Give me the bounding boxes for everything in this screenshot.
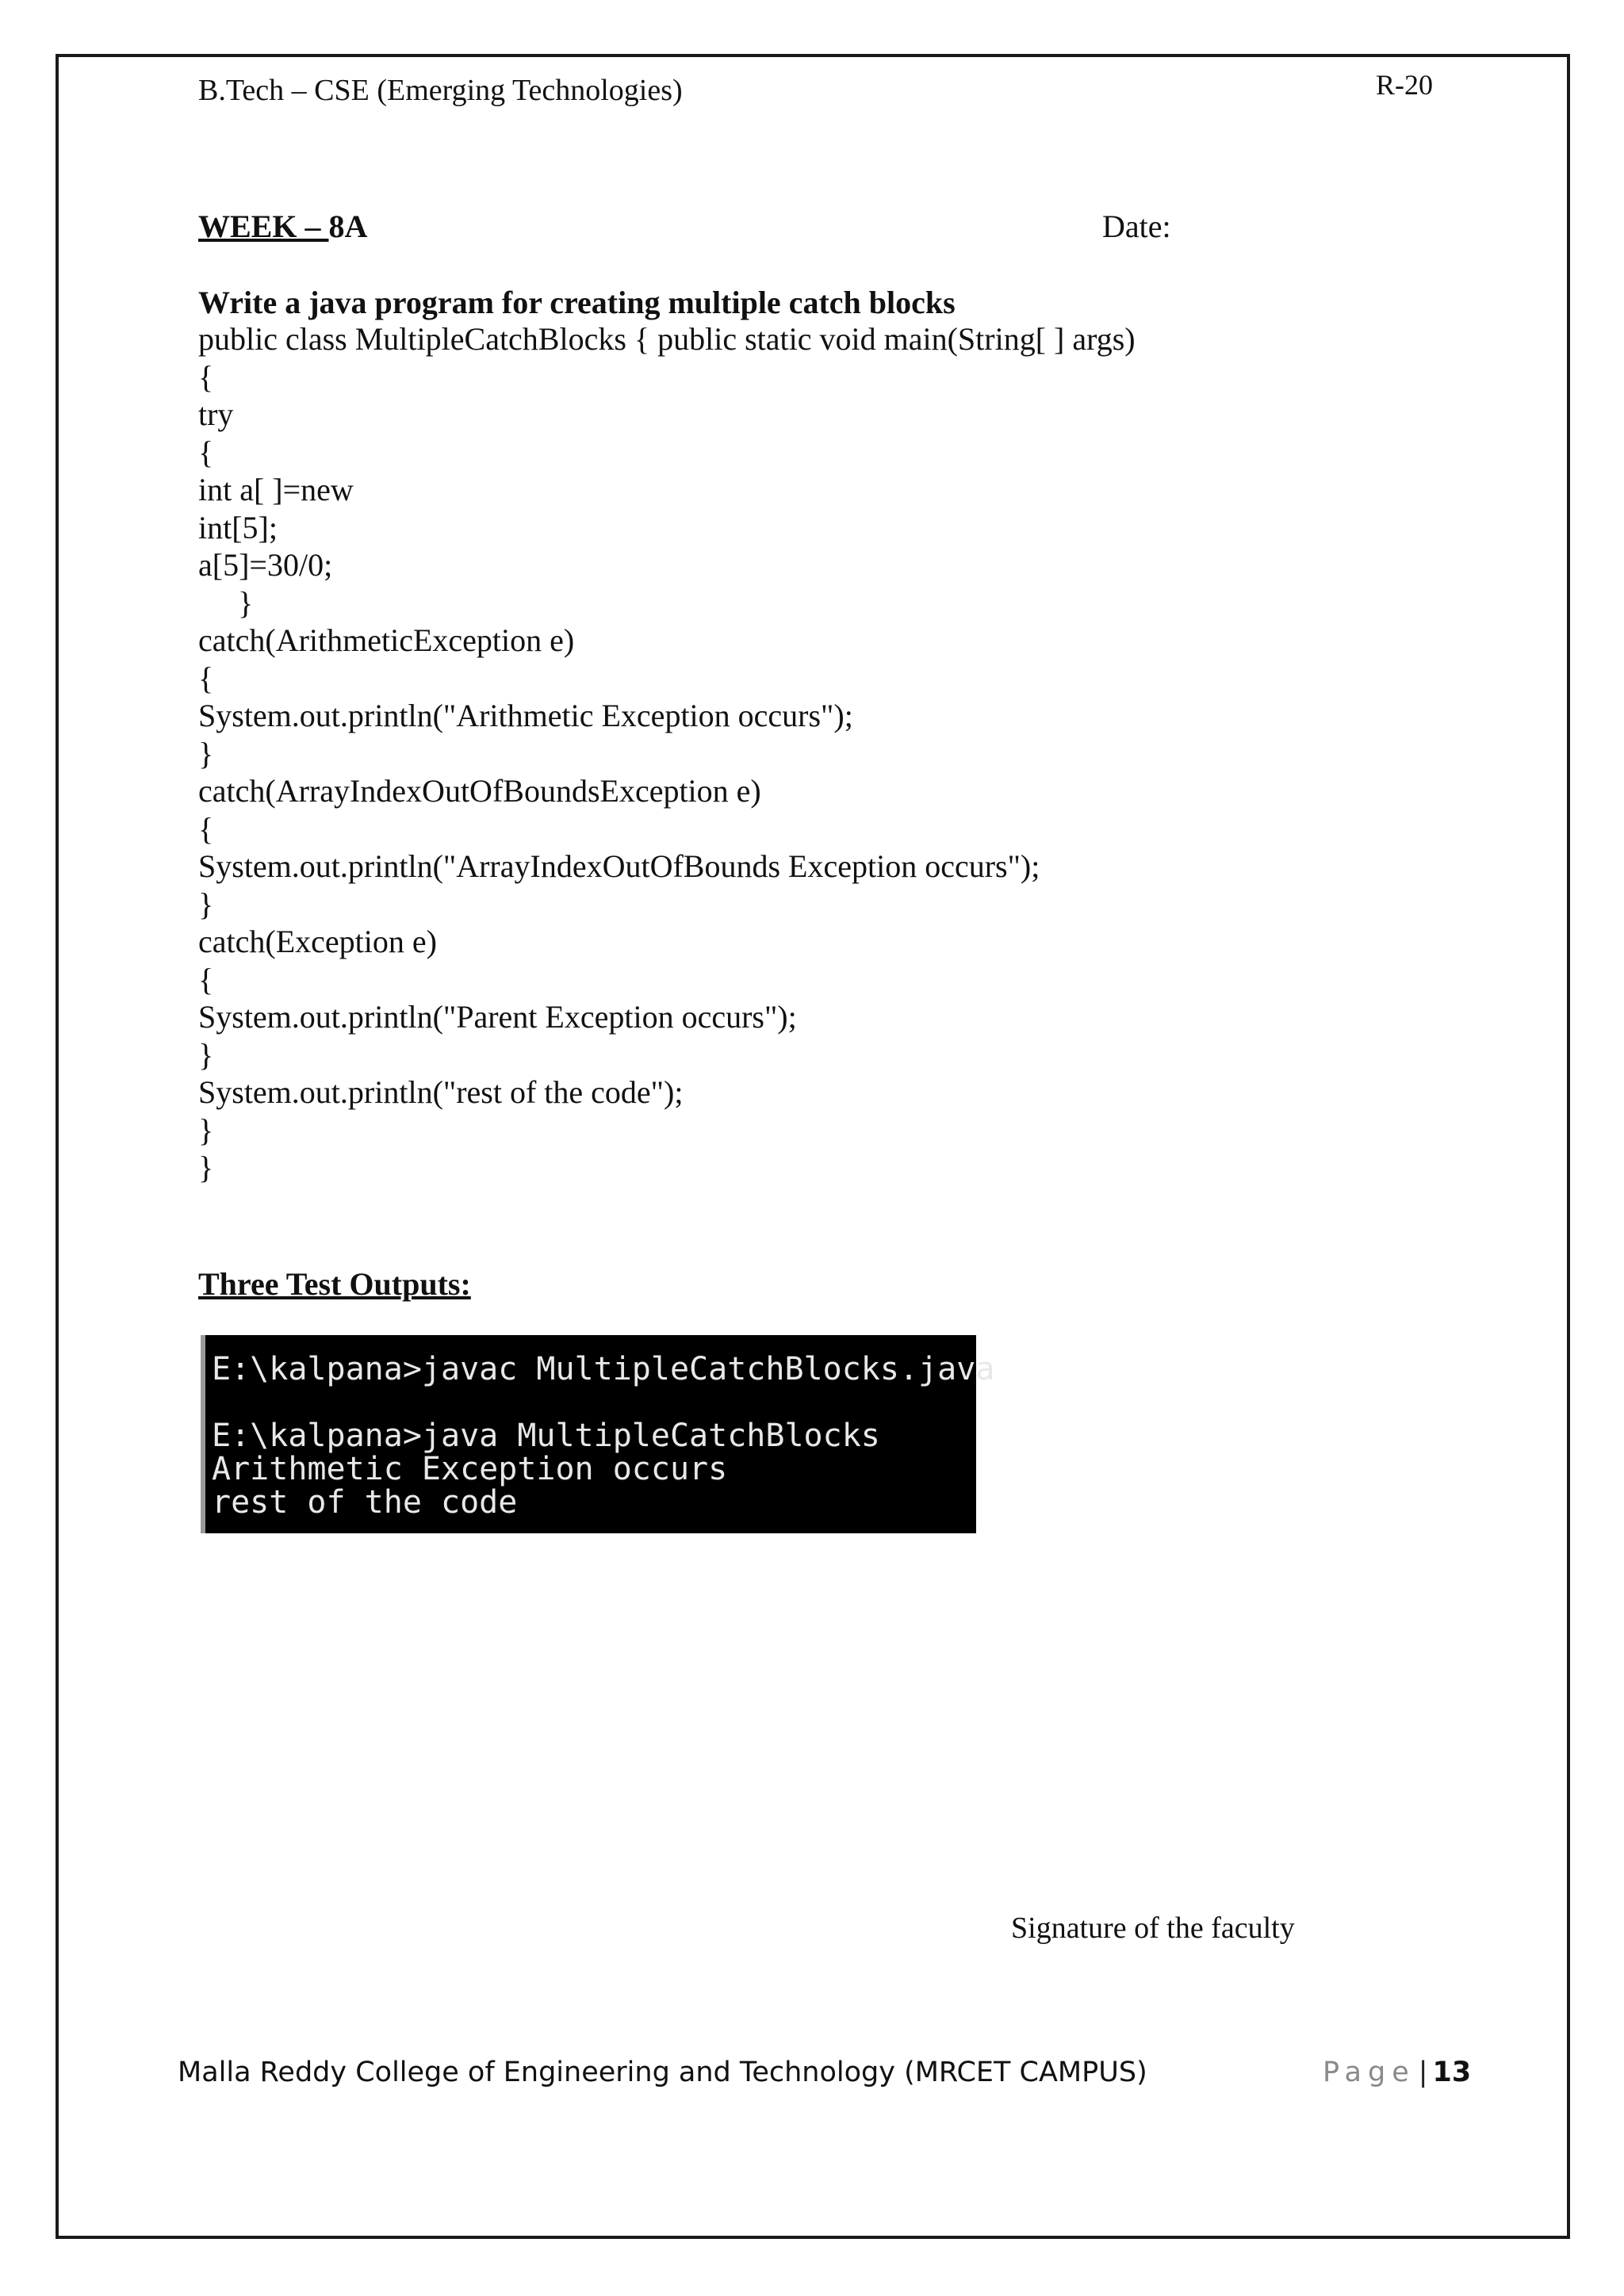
code-line: catch(ArithmeticException e) [198, 622, 575, 658]
code-line: try [198, 396, 234, 432]
code-line: System.out.println("rest of the code"); [198, 1074, 684, 1110]
code-line: public class MultipleCatchBlocks { public static void main(String[ ] args) [198, 321, 1136, 357]
date-label: Date: [1102, 209, 1171, 244]
footer-page-word: Page [1323, 2057, 1415, 2088]
code-line: System.out.println("Arithmetic Exception occurs"); [198, 698, 853, 733]
terminal-line: rest of the code [212, 1484, 518, 1521]
week-label: WEEK – [198, 209, 329, 244]
header-regulation: R-20 [1376, 69, 1433, 101]
code-line: } [198, 1036, 214, 1073]
code-line: { [198, 660, 214, 696]
faculty-signature-label: Signature of the faculty [1011, 1911, 1295, 1945]
footer-page-indicator [1323, 2057, 1471, 2088]
code-line: } [198, 1150, 214, 1185]
footer-separator: | [1418, 2057, 1428, 2088]
code-line: { [198, 810, 214, 847]
code-line: } [198, 584, 254, 621]
outputs-heading: Three Test Outputs: [198, 1266, 471, 1302]
terminal-line: E:\kalpana>javac MultipleCatchBlocks.java [212, 1351, 995, 1387]
code-line: { [198, 358, 214, 395]
week-number: 8A [328, 209, 368, 244]
code-listing [198, 320, 1136, 1187]
week-heading [198, 208, 367, 245]
code-line: { [198, 961, 214, 997]
footer-institution: Malla Reddy College of Engineering and Technology (MRCET CAMPUS) [178, 2057, 1147, 2088]
code-line: } [198, 886, 214, 922]
code-line: int[5]; [198, 509, 278, 545]
program-title: Write a java program for creating multiple catch blocks [198, 285, 956, 320]
code-line: catch(ArrayIndexOutOfBoundsException e) [198, 773, 761, 809]
terminal-line: Arithmetic Exception occurs [212, 1451, 728, 1487]
code-line: a[5]=30/0; [198, 547, 333, 583]
header-course: B.Tech – CSE (Emerging Technologies) [198, 74, 683, 107]
code-line: } [198, 1112, 214, 1148]
code-line: System.out.println("Parent Exception occurs"); [198, 999, 797, 1035]
code-line: catch(Exception e) [198, 924, 437, 959]
code-line: System.out.println("ArrayIndexOutOfBounds Exception occurs"); [198, 848, 1040, 884]
footer-page-number: 13 [1432, 2057, 1472, 2088]
code-line: int a[ ]=new [198, 472, 354, 507]
terminal-line: E:\kalpana>java MultipleCatchBlocks [212, 1418, 880, 1454]
code-line: { [198, 434, 214, 470]
terminal-output-screenshot [201, 1335, 995, 1533]
terminal-blank-line [212, 1386, 976, 1419]
code-line: } [198, 735, 214, 771]
